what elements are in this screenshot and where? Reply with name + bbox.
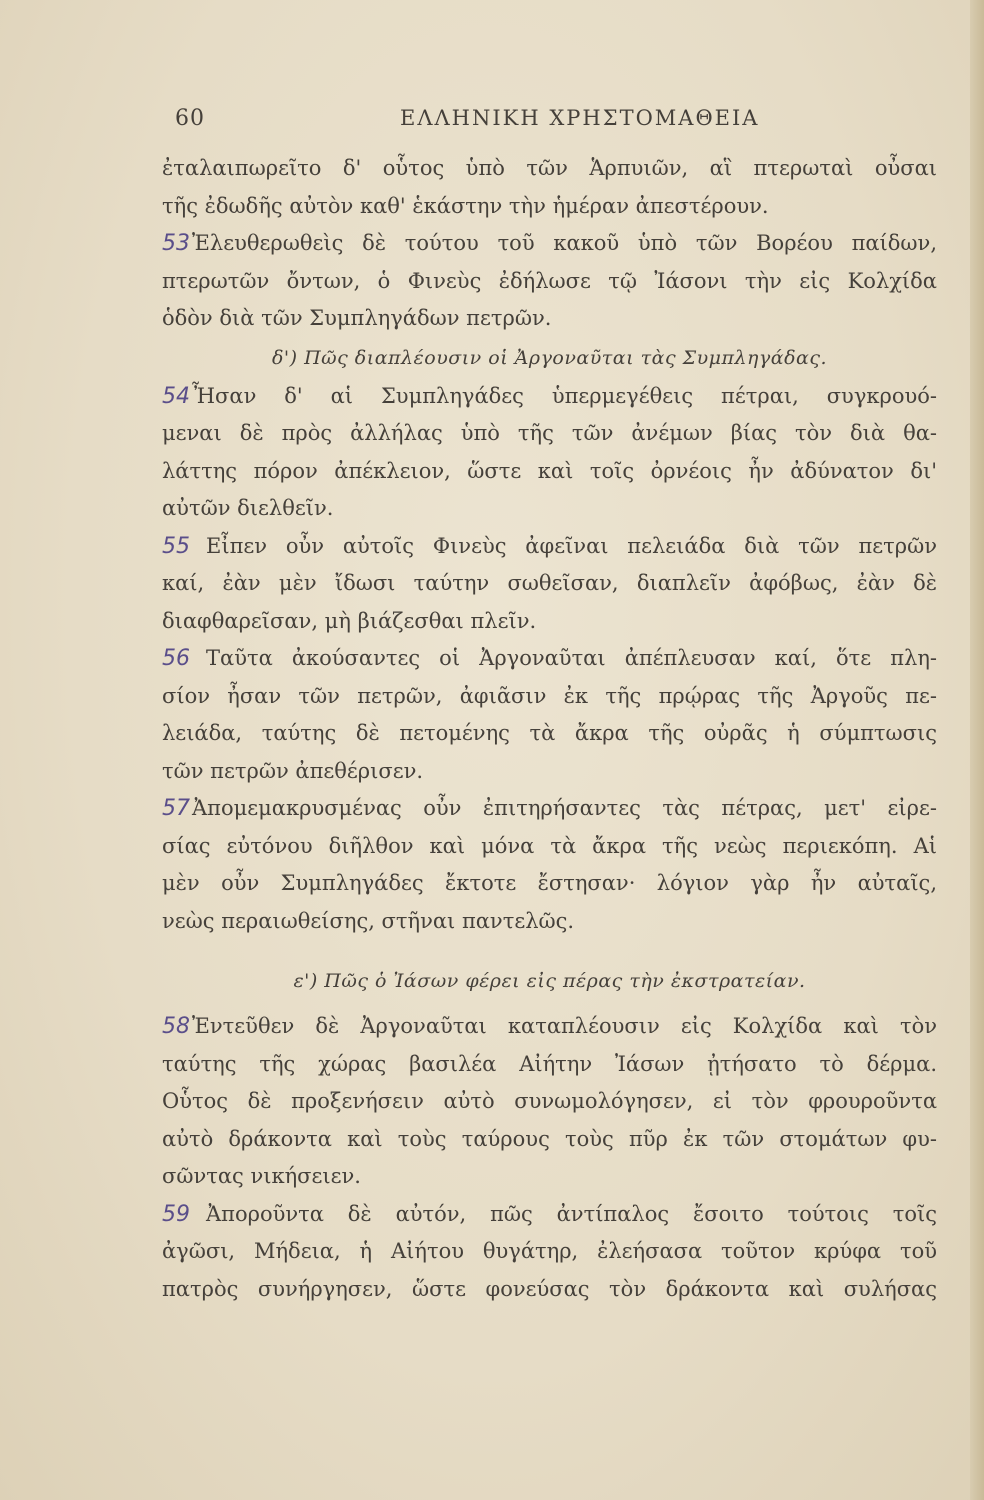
text-line: καί, ἐὰν μὲν ἴδωσι ταύτην σωθεῖσαν, διαπλεῖν ἀφόβως, ἐὰν δὲ: [162, 571, 937, 595]
text-line: αὐτὸ δράκοντα καὶ τοὺς ταύρους τοὺς πῦρ ἐκ τῶν στομάτων φυ-: [162, 1126, 937, 1151]
text-line: Ἀποροῦντα δὲ αὐτόν, πῶς ἀντίπαλος ἔσοιτο τούτοις τοῖς: [206, 1201, 937, 1226]
text-line: σίας εὐτόνου διῆλθον καὶ μόνα τὰ ἄκρα τῆς νεὼς περιεκόπη. Αἱ: [162, 833, 937, 858]
text-line: σίον ἦσαν τῶν πετρῶν, ἀφιᾶσιν ἐκ τῆς πρῴρας τῆς Ἀργοῦς πε-: [162, 683, 937, 708]
text-line: Ἐλευθερωθεὶς δὲ τούτου τοῦ κακοῦ ὑπὸ τῶν Βορέου παίδων,: [192, 231, 937, 255]
section-heading: ε') Πῶς ὁ Ἰάσων φέρει εἰς πέρας τὴν ἐκστρατείαν.: [293, 970, 806, 992]
text-line: Ἐντεῦθεν δὲ Ἀργοναῦται καταπλέουσιν εἰς Κολχίδα καὶ τὸν: [192, 1014, 937, 1038]
text-line: τῆς ἐδωδῆς αὐτὸν καθ' ἑκάστην τὴν ἡμέραν ἀπεστέρουν.: [162, 193, 769, 218]
text-line: σῶντας νικήσειεν.: [162, 1164, 361, 1188]
paragraph-55: [162, 528, 937, 566]
paragraph-57: [162, 790, 937, 828]
text-line: ταύτης τῆς χώρας βασιλέα Αἰήτην Ἰάσων ᾐτήσατο τὸ δέρμα.: [162, 1051, 937, 1076]
text-line: πατρὸς συνήργησεν, ὥστε φονεύσας τὸν δράκοντα καὶ συλήσας: [162, 1276, 937, 1301]
text-line: ὁδὸν διὰ τῶν Συμπληγάδων πετρῶν.: [162, 306, 552, 330]
text-line: λειάδα, ταύτης δὲ πετομένης τὰ ἄκρα τῆς οὐρᾶς ἡ σύμπτωσις: [162, 721, 937, 745]
text-line: λάττης πόρον ἀπέκλειον, ὥστε καὶ τοῖς ὀρνέοις ἦν ἀδύνατον δι': [162, 458, 937, 483]
page-edge: [970, 0, 984, 1500]
text-line: μεναι δὲ πρὸς ἀλλήλας ὑπὸ τῆς τῶν ἀνέμων βίας τὸν διὰ θα-: [162, 421, 937, 445]
handwritten-number: 54: [162, 383, 190, 409]
text-line: Ταῦτα ἀκούσαντες οἱ Ἀργοναῦται ἀπέπλευσαν καί, ὅτε πλη-: [206, 646, 937, 670]
text-line: ἀγῶσι, Μήδεια, ἡ Αἰήτου θυγάτηρ, ἐλεήσασα τοῦτον κρύφα τοῦ: [162, 1239, 937, 1263]
paragraph-54: [162, 378, 937, 416]
handwritten-number: 53: [162, 231, 190, 256]
handwritten-number: 56: [162, 646, 190, 671]
paragraph-58: [162, 1008, 937, 1046]
handwritten-number: 59: [162, 1201, 190, 1227]
text-line: ἐταλαιπωρεῖτο δ' οὗτος ὑπὸ τῶν Ἁρπυιῶν, αἳ πτερωταὶ οὖσαι: [162, 156, 937, 180]
text-line: νεὼς περαιωθείσης, στῆναι παντελῶς.: [162, 908, 575, 933]
handwritten-number: 55: [162, 533, 190, 559]
paragraph-59: [162, 1196, 937, 1234]
section-heading: δ') Πῶς διαπλέουσιν οἱ Ἀργοναῦται τὰς Συμπληγάδας.: [271, 346, 828, 369]
text-line: μὲν οὖν Συμπληγάδες ἔκτοτε ἔστησαν· λόγιον γὰρ ἦν αὐταῖς,: [162, 871, 937, 895]
handwritten-number: 58: [162, 1014, 190, 1039]
text-line: πτερωτῶν ὄντων, ὁ Φινεὺς ἐδήλωσε τῷ Ἰάσονι τὴν εἰς Κολχίδα: [162, 268, 937, 293]
page-header: [175, 106, 945, 140]
text-line: τῶν πετρῶν ἀπεθέρισεν.: [162, 758, 424, 783]
text-line: διαφθαρεῖσαν, μὴ βιάζεσθαι πλεῖν.: [162, 608, 537, 633]
text-block: [162, 150, 937, 1308]
running-head: ΕΛΛΗΝΙΚΗ ΧΡΗΣΤΟΜΑΘΕΙΑ: [400, 106, 760, 130]
paragraph-53: [162, 225, 937, 263]
text-line: Ἀπομεμακρυσμένας οὖν ἐπιτηρήσαντες τὰς πέτρας, μετ' εἰρε-: [192, 796, 937, 820]
text-line: Οὗτος δὲ προξενήσειν αὐτὸ συνωμολόγησεν, εἰ τὸν φρουροῦντα: [162, 1089, 937, 1113]
page-number: 60: [175, 106, 205, 131]
text-line: Εἶπεν οὖν αὐτοῖς Φινεὺς ἀφεῖναι πελειάδα διὰ τῶν πετρῶν: [206, 533, 937, 558]
text-line: Ἦσαν δ' αἱ Συμπληγάδες ὑπερμεγέθεις πέτραι, συγκρουό-: [192, 383, 937, 408]
text-line: αὐτῶν διελθεῖν.: [162, 496, 334, 520]
paragraph-56: [162, 640, 937, 678]
handwritten-number: 57: [162, 796, 190, 821]
